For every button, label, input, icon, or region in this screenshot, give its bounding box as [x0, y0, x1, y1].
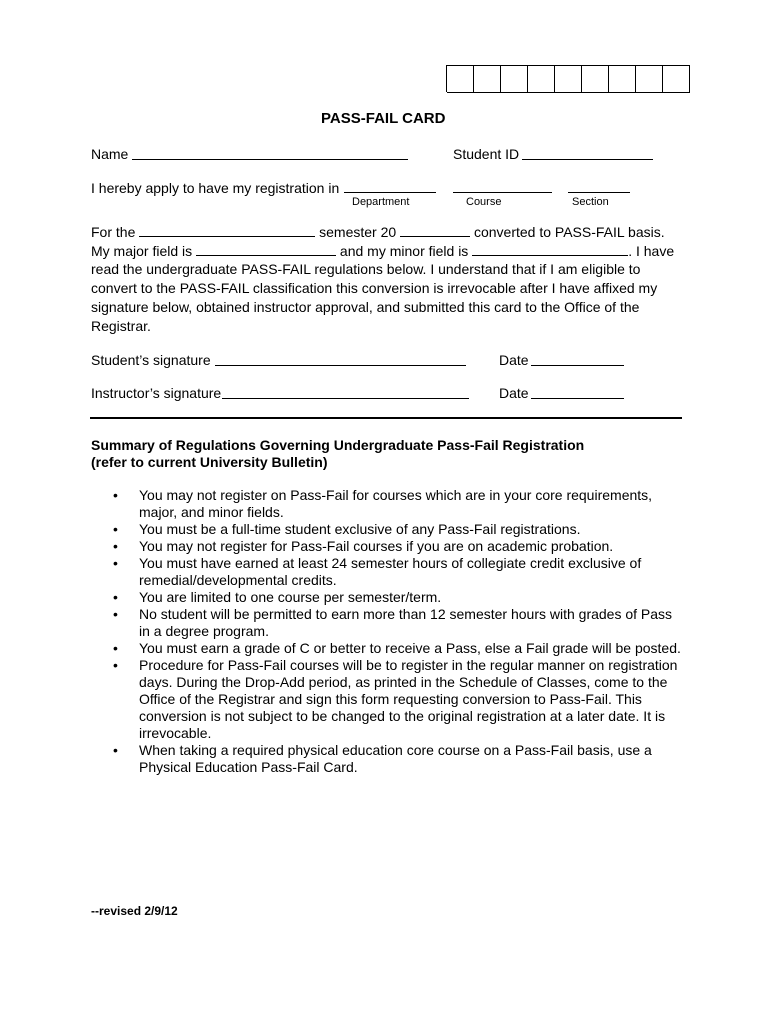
bullet-icon: •	[113, 606, 118, 622]
student-id-box[interactable]	[447, 65, 474, 93]
regulation-line: irrevocable.	[139, 725, 212, 741]
regulation-line: No student will be permitted to earn more than 12 semester hours with grades of Pass	[139, 606, 673, 622]
student-signature-label: Student’s signature	[91, 352, 211, 368]
paragraph-line-3: read the undergraduate PASS-FAIL regulations below. I understand that if I am eligible to	[91, 261, 641, 277]
regulation-line: When taking a required physical education core course on a Pass-Fail basis, use a	[139, 742, 652, 758]
section-divider	[90, 417, 682, 419]
section-caption: Section	[572, 196, 609, 208]
student-id-box[interactable]	[609, 65, 636, 93]
name-label: Name	[91, 146, 129, 162]
student-id-box[interactable]	[528, 65, 555, 93]
section-field[interactable]	[568, 192, 630, 193]
summary-heading-line-1: Summary of Regulations Governing Undergraduate Pass-Fail Registration	[91, 437, 585, 453]
paragraph-line-4: convert to the PASS-FAIL classification this conversion is irrevocable after I have affixed my	[91, 280, 658, 296]
regulation-line: You must be a full-time student exclusive of any Pass-Fail registrations.	[139, 521, 581, 537]
paragraph-line-2	[91, 241, 681, 260]
regulation-line: conversion is not subject to be changed to the original registration at a later date. It is	[139, 708, 666, 724]
minor-field[interactable]	[472, 241, 628, 256]
regulation-line: You may not register on Pass-Fail for courses which are in your core requirements,	[139, 487, 653, 503]
regulation-line: in a degree program.	[139, 623, 269, 639]
regulation-line: days. During the Drop-Add period, as printed in the Schedule of Classes, come to the	[139, 674, 668, 690]
year-field[interactable]	[400, 222, 470, 237]
student-id-boxes[interactable]	[446, 65, 690, 92]
semester-text: semester 20	[319, 224, 397, 240]
converted-text: converted to PASS-FAIL basis.	[473, 224, 665, 240]
regulation-item	[113, 538, 693, 555]
student-date-field[interactable]	[531, 365, 624, 366]
regulations-list	[113, 487, 693, 776]
student-id-box[interactable]	[555, 65, 582, 93]
student-id-box[interactable]	[636, 65, 663, 93]
regulation-item	[113, 555, 693, 589]
summary-heading	[91, 437, 584, 471]
regulation-text	[139, 657, 693, 742]
regulation-line: You are limited to one course per semester/term.	[139, 589, 442, 605]
minor-text: and my minor field is	[339, 243, 469, 259]
regulation-line: Office of the Registrar and sign this form requesting conversion to Pass-Fail. This	[139, 691, 642, 707]
course-caption: Course	[466, 196, 502, 208]
student-date-label: Date	[499, 352, 529, 368]
student-id-field[interactable]	[522, 159, 653, 160]
regulation-item	[113, 640, 693, 657]
regulation-item	[113, 606, 693, 640]
regulation-text	[139, 555, 693, 589]
bullet-icon: •	[113, 538, 118, 554]
student-id-box[interactable]	[474, 65, 501, 93]
revised-note: --revised 2/9/12	[91, 904, 178, 918]
instructor-date-label: Date	[499, 385, 529, 401]
student-id-box[interactable]	[663, 65, 690, 93]
application-paragraph	[91, 222, 681, 336]
regulation-text	[139, 589, 693, 606]
regulation-item	[113, 487, 693, 521]
regulation-line: Physical Education Pass-Fail Card.	[139, 759, 358, 775]
department-caption: Department	[352, 196, 410, 208]
instructor-date-field[interactable]	[531, 398, 624, 399]
regulation-line: major, and minor fields.	[139, 504, 284, 520]
summary-heading-line-2: (refer to current University Bulletin)	[91, 454, 328, 470]
bullet-icon: •	[113, 589, 118, 605]
apply-label: I hereby apply to have my registration in	[91, 180, 340, 196]
bullet-icon: •	[113, 657, 118, 673]
regulation-item	[113, 589, 693, 606]
paragraph-line-1	[91, 222, 681, 241]
course-field[interactable]	[453, 192, 552, 193]
instructor-signature-label: Instructor’s signature	[91, 385, 222, 401]
regulation-line: You may not register for Pass-Fail courses if you are on academic probation.	[139, 538, 614, 554]
regulation-text	[139, 521, 693, 538]
regulation-item	[113, 742, 693, 776]
regulation-line: Procedure for Pass-Fail courses will be to register in the regular manner on registration	[139, 657, 678, 673]
regulation-line: You must earn a grade of C or better to receive a Pass, else a Fail grade will be posted.	[139, 640, 681, 656]
regulation-item	[113, 521, 693, 538]
paragraph-line-5: signature below, obtained instructor approval, and submitted this card to the Office of the	[91, 299, 640, 315]
bullet-icon: •	[113, 640, 118, 656]
regulation-text	[139, 742, 693, 776]
name-field[interactable]	[132, 159, 408, 160]
student-id-label: Student ID	[453, 146, 520, 162]
student-signature-field[interactable]	[215, 365, 466, 366]
regulation-text	[139, 640, 693, 657]
major-field[interactable]	[196, 241, 336, 256]
bullet-icon: •	[113, 555, 118, 571]
major-text: My major field is	[91, 243, 193, 259]
semester-field[interactable]	[139, 222, 315, 237]
student-id-box[interactable]	[582, 65, 609, 93]
form-title: PASS-FAIL CARD	[321, 110, 446, 127]
i-have-text: . I have	[628, 243, 675, 259]
regulation-text	[139, 606, 693, 640]
bullet-icon: •	[113, 487, 118, 503]
bullet-icon: •	[113, 742, 118, 758]
regulation-text	[139, 538, 693, 555]
department-field[interactable]	[344, 192, 436, 193]
for-the-text: For the	[91, 224, 136, 240]
instructor-signature-field[interactable]	[222, 398, 469, 399]
bullet-icon: •	[113, 521, 118, 537]
regulation-line: You must have earned at least 24 semester hours of collegiate credit exclusive of	[139, 555, 642, 571]
regulation-text	[139, 487, 693, 521]
regulation-item	[113, 657, 693, 742]
student-id-box[interactable]	[501, 65, 528, 93]
paragraph-line-6: Registrar.	[91, 318, 151, 334]
regulation-line: remedial/developmental credits.	[139, 572, 337, 588]
